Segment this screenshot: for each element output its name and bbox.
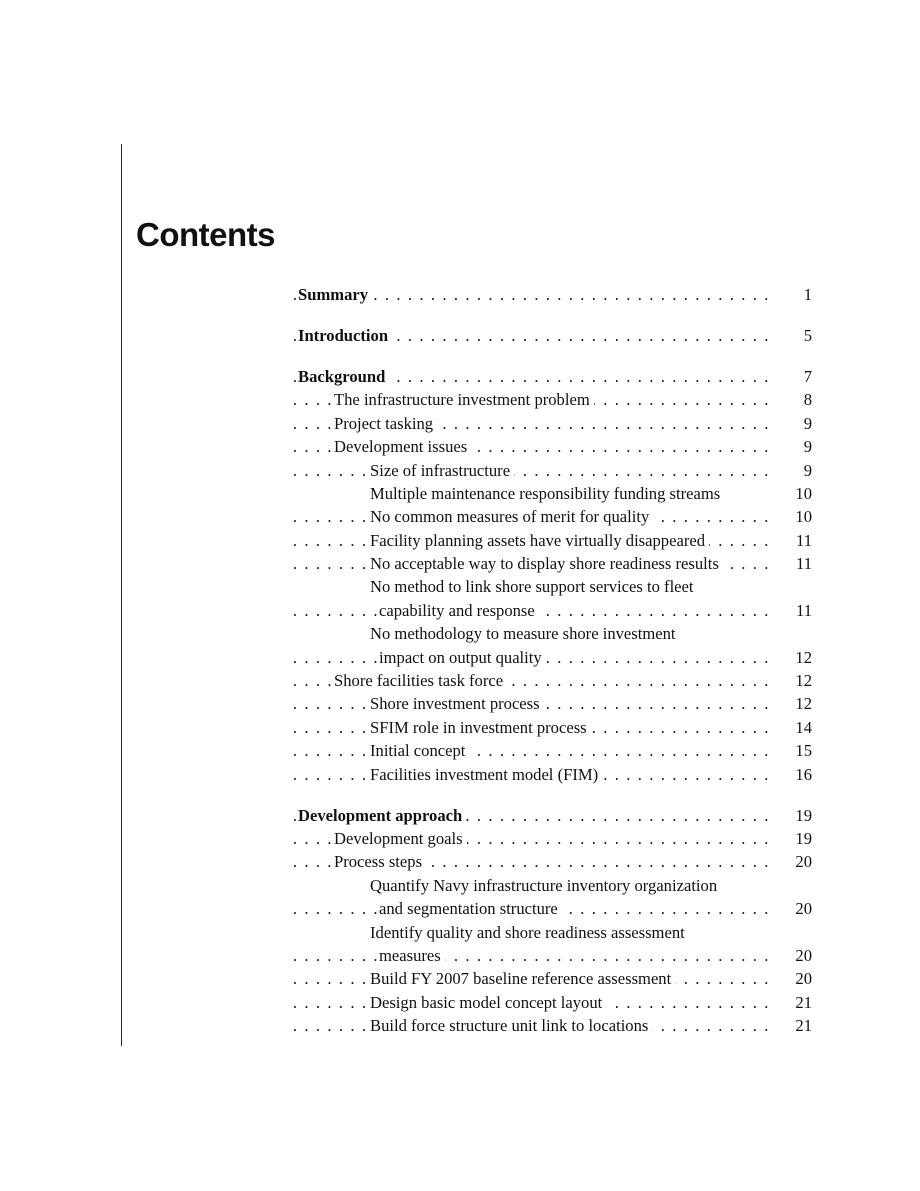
toc-entry[interactable] xyxy=(298,921,812,944)
toc-page-number: 21 xyxy=(776,1014,812,1037)
toc-page-number: 10 xyxy=(776,482,812,505)
toc-entry[interactable] xyxy=(298,388,812,411)
toc-entry-text: Summary xyxy=(298,285,372,304)
toc-entry-text: Development approach xyxy=(298,806,466,825)
toc-entry-text: Development goals xyxy=(334,829,467,848)
toc-entry[interactable] xyxy=(298,850,812,873)
margin-rule xyxy=(121,144,122,1046)
toc-entry-text: Introduction xyxy=(298,326,392,345)
toc-entry[interactable] xyxy=(298,459,812,482)
toc-entry-text: No acceptable way to display shore readiness results xyxy=(370,554,723,573)
toc-entry-text: No common measures of merit for quality xyxy=(370,507,653,526)
toc-entry[interactable] xyxy=(298,827,812,850)
toc-page-number: 20 xyxy=(776,897,812,920)
toc-entry-text: Development issues xyxy=(334,437,471,456)
toc-page-number: 9 xyxy=(776,459,812,482)
toc-page-number: 21 xyxy=(776,991,812,1014)
toc-page-number: 16 xyxy=(776,763,812,786)
toc-entry[interactable] xyxy=(298,991,812,1014)
toc-page-number: 5 xyxy=(776,324,812,347)
toc-entry-background[interactable] xyxy=(298,365,812,388)
toc-page-number: 9 xyxy=(776,435,812,458)
toc-entry-text: No method to link shore support services to fleet xyxy=(370,577,694,597)
toc-entry-text: capability and response xyxy=(379,601,539,620)
toc-entry-introduction[interactable] xyxy=(298,324,812,347)
toc-entry-text: Design basic model concept layout xyxy=(370,993,606,1012)
toc-entry[interactable] xyxy=(298,482,812,505)
toc-entry-text: No methodology to measure shore investment xyxy=(370,624,676,644)
toc-entry[interactable] xyxy=(298,669,812,692)
toc-entry-text: Facilities investment model (FIM) xyxy=(370,765,602,784)
toc-entry[interactable] xyxy=(298,552,812,575)
toc-entry[interactable] xyxy=(298,716,812,739)
toc-entry-text: The infrastructure investment problem xyxy=(334,390,594,409)
page-title: Contents xyxy=(136,216,275,253)
toc-page-number: 7 xyxy=(776,365,812,388)
toc-entry-summary[interactable] xyxy=(298,283,812,306)
toc-page-number: 12 xyxy=(776,692,812,715)
toc-entry-continuation[interactable] xyxy=(298,897,812,920)
toc-entry-text: Facility planning assets have virtually disappeared xyxy=(370,531,709,550)
toc-page-number: 20 xyxy=(776,944,812,967)
toc-entry[interactable] xyxy=(298,435,812,458)
toc-entry-text: Identify quality and shore readiness assessment xyxy=(370,922,685,942)
toc-page-number: 12 xyxy=(776,646,812,669)
toc-entry-text: Initial concept xyxy=(370,741,469,760)
toc-entry-text: Project tasking xyxy=(334,414,437,433)
toc-page-number: 1 xyxy=(776,283,812,306)
toc-entry-text: SFIM role in investment process xyxy=(370,718,591,737)
toc-entry-text: and segmentation structure xyxy=(379,899,562,918)
toc-entry-text: Process steps xyxy=(334,852,426,871)
toc-entry-continuation[interactable] xyxy=(298,944,812,967)
toc-entry-text: Build force structure unit link to locations xyxy=(370,1016,652,1035)
toc-entry-development-approach[interactable] xyxy=(298,804,812,827)
toc-entry[interactable] xyxy=(298,1014,812,1037)
toc-entry[interactable] xyxy=(298,739,812,762)
toc-entry-text: impact on output quality xyxy=(379,648,546,667)
toc-entry[interactable] xyxy=(298,763,812,786)
toc-page-number: 19 xyxy=(776,804,812,827)
toc-page-number: 11 xyxy=(776,552,812,575)
toc-entry-text: Build FY 2007 baseline reference assessment xyxy=(370,969,675,988)
toc-page-number: 12 xyxy=(776,669,812,692)
toc-page-number: 11 xyxy=(776,599,812,622)
toc-page-number: 20 xyxy=(776,967,812,990)
toc-entry-continuation[interactable] xyxy=(298,599,812,622)
toc-entry-text: Multiple maintenance responsibility funding streams xyxy=(370,483,721,503)
toc-page-number: 10 xyxy=(776,505,812,528)
table-of-contents xyxy=(298,283,812,1038)
toc-entry-text: Shore investment process xyxy=(370,694,544,713)
toc-entry-text: Shore facilities task force xyxy=(334,671,507,690)
toc-entry-text: Size of infrastructure xyxy=(370,461,514,480)
toc-page-number: 11 xyxy=(776,529,812,552)
toc-entry[interactable] xyxy=(298,575,812,598)
toc-entry[interactable] xyxy=(298,967,812,990)
toc-page-number: 20 xyxy=(776,850,812,873)
toc-page-number: 14 xyxy=(776,716,812,739)
toc-page-number: 15 xyxy=(776,739,812,762)
toc-entry-text: Quantify Navy infrastructure inventory organization xyxy=(370,875,718,895)
toc-entry-continuation[interactable] xyxy=(298,646,812,669)
toc-entry[interactable] xyxy=(298,692,812,715)
toc-entry[interactable] xyxy=(298,622,812,645)
toc-entry-text: Background xyxy=(298,367,389,386)
toc-entry[interactable] xyxy=(298,874,812,897)
toc-entry[interactable] xyxy=(298,412,812,435)
toc-page-number: 19 xyxy=(776,827,812,850)
toc-entry[interactable] xyxy=(298,529,812,552)
toc-entry-text: measures xyxy=(379,946,445,965)
toc-entry[interactable] xyxy=(298,505,812,528)
toc-page-number: 8 xyxy=(776,388,812,411)
toc-page-number: 9 xyxy=(776,412,812,435)
